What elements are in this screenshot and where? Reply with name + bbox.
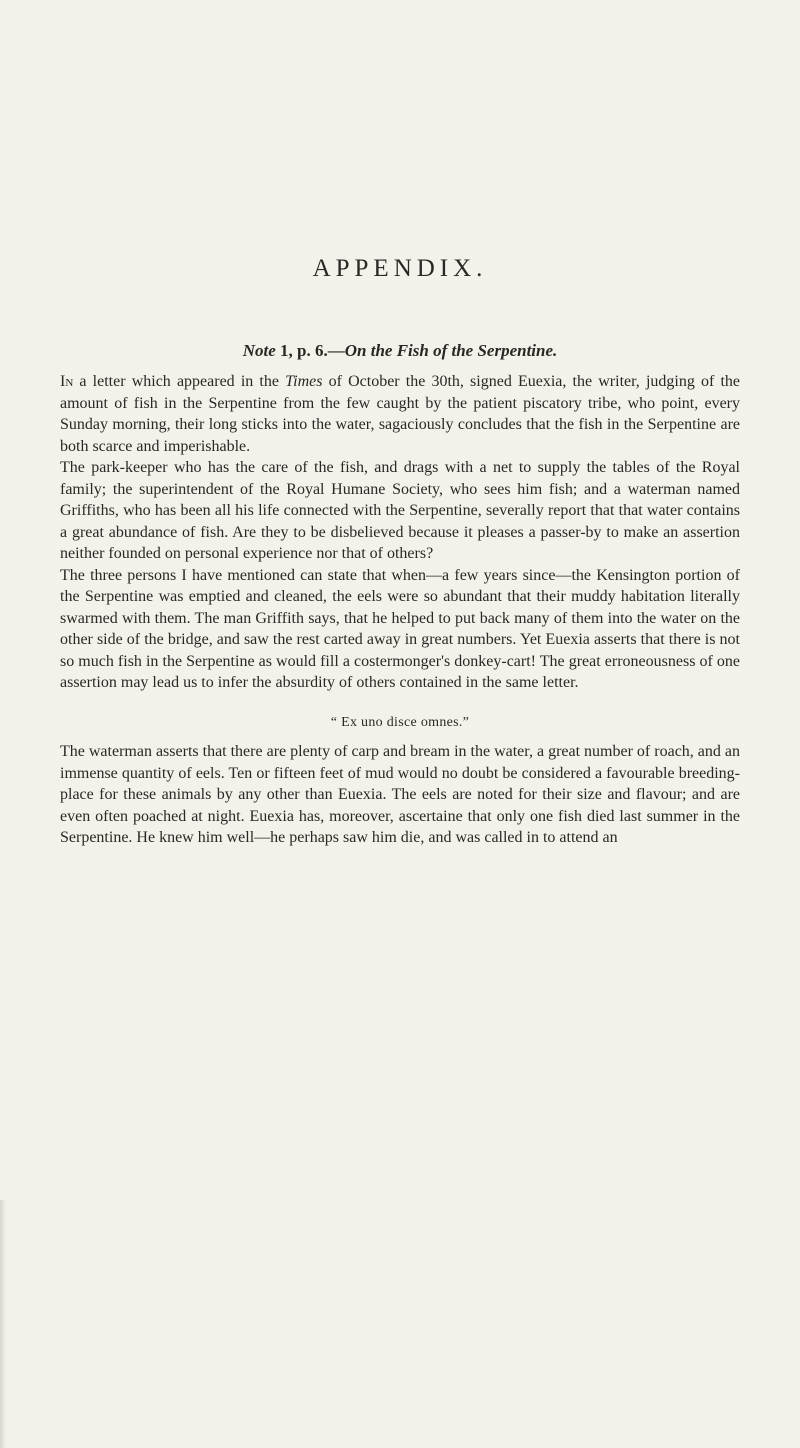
note-label: Note: [242, 341, 276, 360]
latin-quote: “ Ex uno disce omnes.”: [330, 714, 470, 730]
note-reference: 1, p. 6.—: [275, 341, 345, 360]
page-title: APPENDIX.: [312, 255, 488, 282]
paragraph-2: The park-keeper who has the care of the fish, and drags with a net to supply the tables of the Royal family; the superintendent of the Royal Humane Society, who sees him fish; and a waterman named Griffiths, who has been all his life connected with the Serpentine, severally report that that water contains a great abundance of fish. Are they to be disbelieved because it pleases a passer-by to make an assertion neither founded on personal experience nor that of others?: [60, 459, 740, 562]
page-edge-shadow: [0, 1200, 6, 1448]
times-newspaper-title: Times: [285, 373, 323, 390]
paragraph-1-text-b: of October the 30th, signed Euexia, the writer, judging of the amount of fish in the Serpentine from the few caught by the patient piscatory tribe, who point, every Sunday morning, their long sticks into the water, sagaciously concludes that the fish in the Serpentine are both scarce and imperishable.: [60, 373, 741, 455]
paragraph-1-text-a: a letter which appeared in the: [73, 373, 286, 390]
paragraph-3: The three persons I have mentioned can state that when—a few years since—the Kensington portion of the Serpentine was emptied and cleaned, the eels were so abundant that their muddy habitation literally swarmed with them. The man Griffith says, that he helped to put back many of them into the water on the other side of the bridge, and saw the rest carted away in great numbers. Yet Euexia asserts that there is not so much fish in the Serpentine as would fill a costermonger's donkey-cart! The great erroneousness of one assertion may lead us to infer the absurdity of others contained in the same letter.: [60, 566, 740, 691]
appendix-body: [60, 371, 740, 849]
paragraph-1-lead-word: In: [60, 373, 74, 390]
paragraph-1: [60, 371, 740, 457]
note-heading: [0, 341, 800, 361]
note-title: On the Fish of the Serpentine.: [344, 341, 558, 360]
paragraph-4: The waterman asserts that there are plenty of carp and bream in the water, a great number of roach, and an immense quantity of eels. Ten or fifteen feet of mud would no doubt be considered a favourable breeding-place for these animals by any other than Euexia. The eels are noted for their size and flavour; and are even often poached at night. Euexia has, moreover, ascertaine that only one fish died last summer in the Serpentine. He knew him well—he perhaps saw him die, and was called in to attend an: [60, 743, 740, 846]
